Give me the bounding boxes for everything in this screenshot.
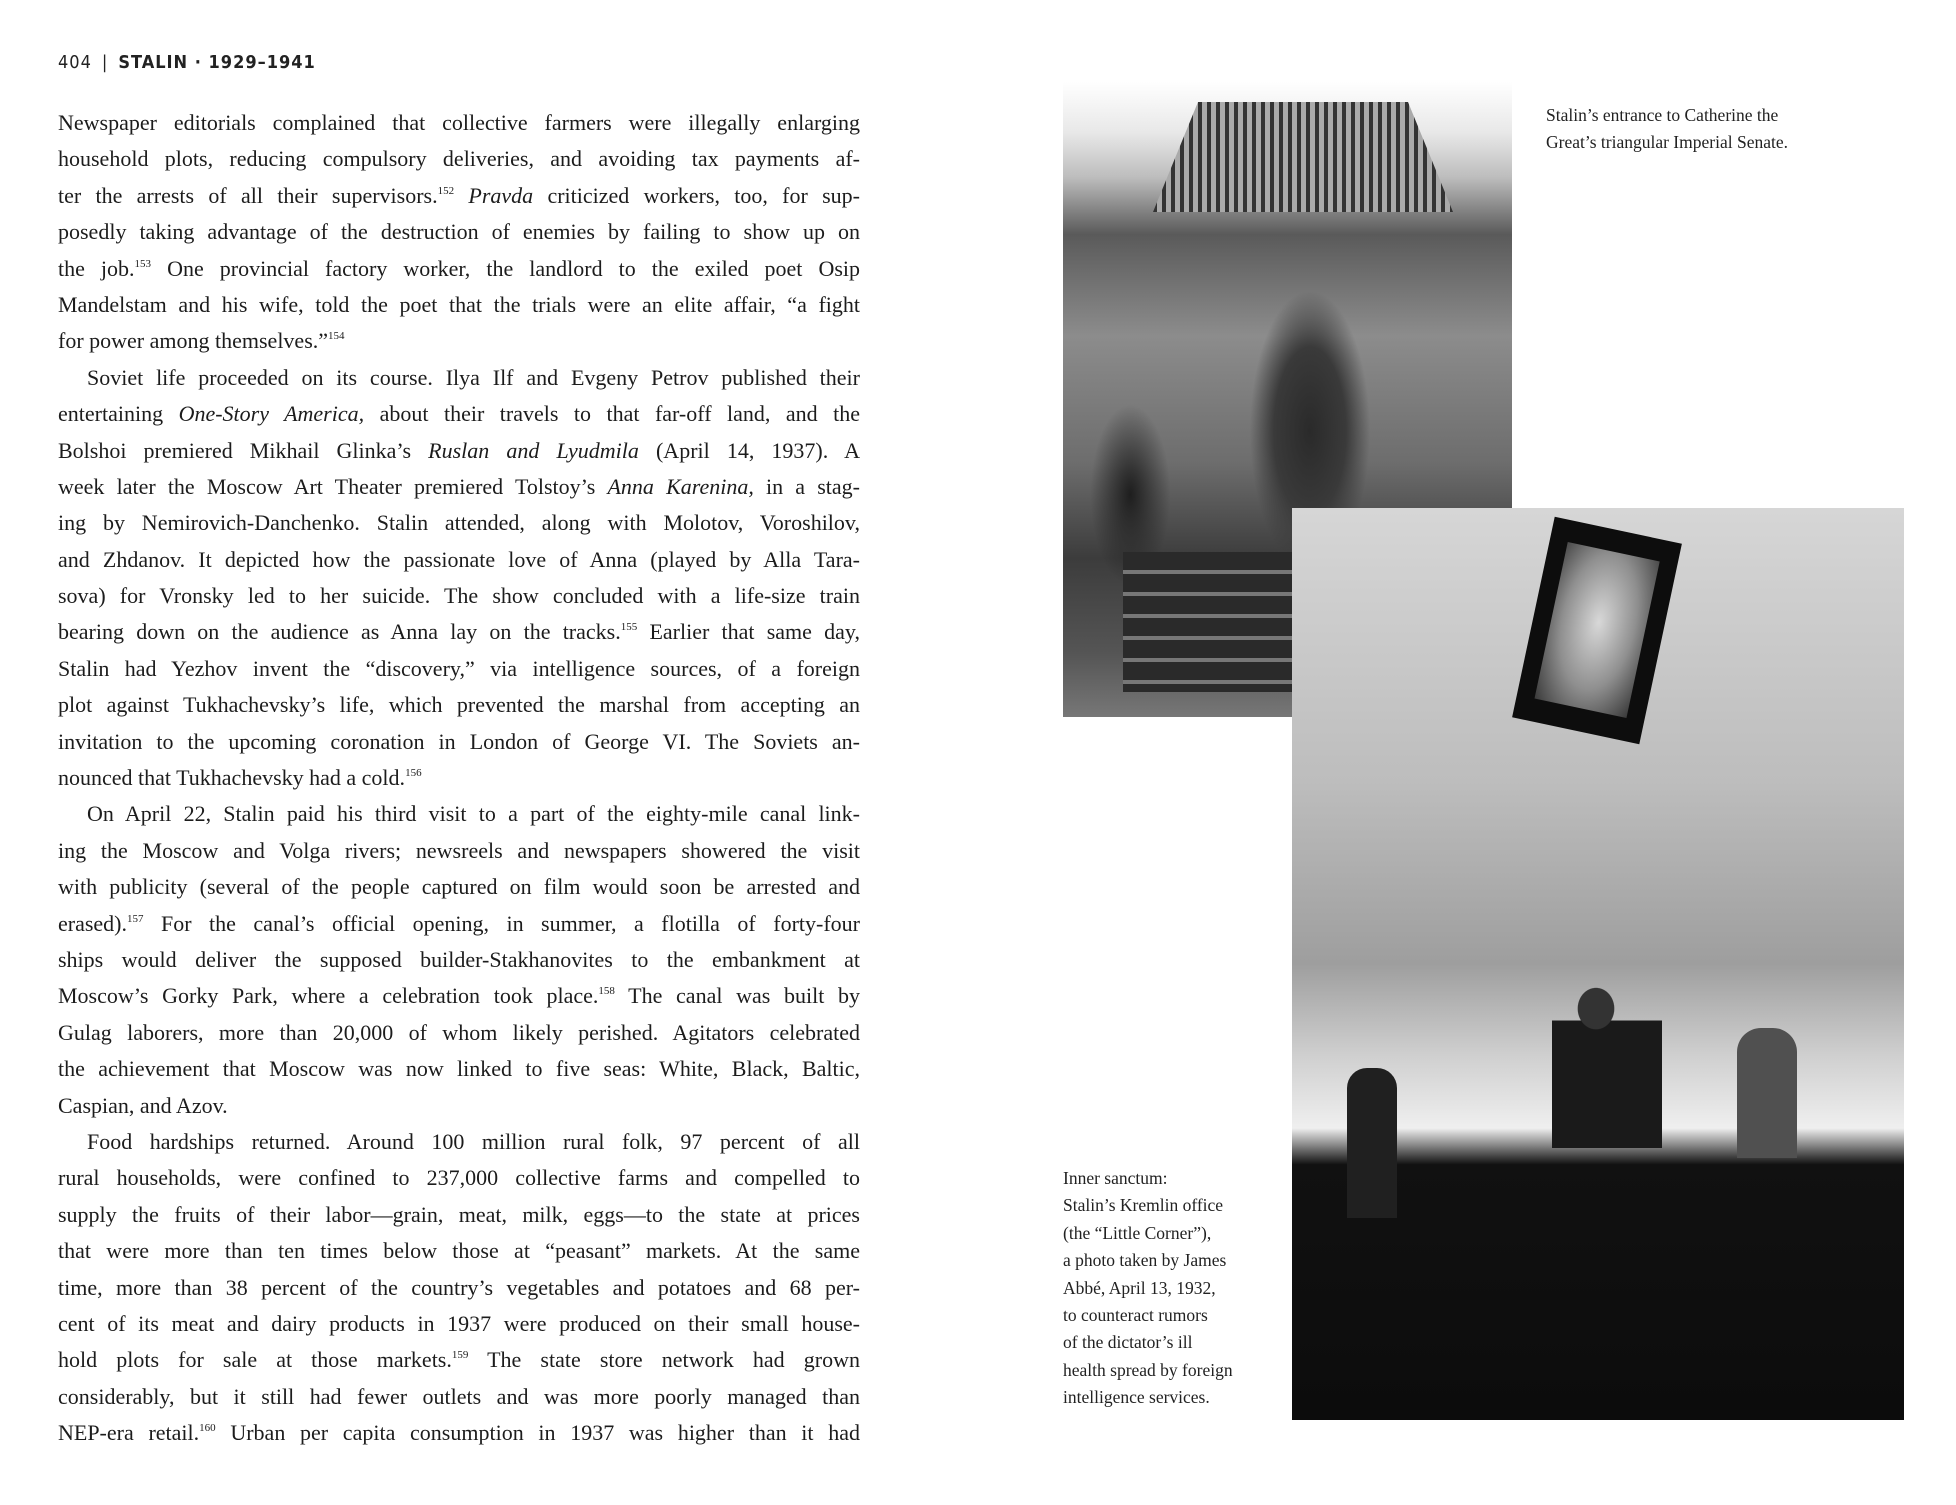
italic-title: Pravda (468, 182, 534, 208)
text-line (58, 505, 860, 541)
text-run: Moscow’s Gorky Park, where a celebration took place. (58, 983, 599, 1009)
text-run: ter the arrests of all their supervisors. (58, 182, 438, 208)
text-line (58, 1015, 860, 1051)
photo-canopy-detail (1153, 102, 1453, 212)
italic-title: One-Story America, (178, 401, 365, 427)
caption-line: a photo taken by James (1063, 1250, 1227, 1271)
text-run: for power among themselves.” (58, 328, 329, 354)
text-run: The state store network had grown (468, 1347, 860, 1373)
photo-chair (1737, 1028, 1797, 1158)
text-run: rural households, were confined to 237,000 collective farms and compelled to (58, 1165, 860, 1191)
text-run: erased). (58, 910, 128, 936)
caption-line: to counteract rumors (1063, 1305, 1208, 1326)
text-run: in a stag- (753, 473, 861, 499)
caption-line: Inner sanctum: (1063, 1168, 1168, 1188)
text-line (58, 1160, 860, 1196)
text-line (58, 360, 860, 396)
text-run: The canal was built by (614, 983, 860, 1009)
text-line (58, 760, 860, 796)
text-run: supply the fruits of their labor—grain, meat, milk, eggs—to the state at prices (58, 1201, 860, 1227)
text-run: the job. (58, 255, 135, 281)
caption-line: Stalin’s Kremlin office (1063, 1195, 1224, 1216)
text-run: about their travels to that far-off land, and the (364, 401, 860, 427)
text-run: ing the Moscow and Volga rivers; newsreels and newspapers showered the visit (58, 837, 860, 863)
text-line (58, 614, 860, 650)
footnote-ref[interactable]: 160 (199, 1422, 216, 1435)
text-run: ing by Nemirovich-Danchenko. Stalin attended, along with Molotov, Voroshilov, (58, 510, 860, 536)
text-line (58, 869, 860, 905)
text-run: (April 14, 1937). A (638, 437, 860, 463)
text-run: household plots, reducing compulsory deliveries, and avoiding tax payments af- (58, 146, 860, 172)
text-run: Newspaper editorials complained that collective farmers were illegally enlarging (58, 110, 860, 135)
footnote-ref[interactable]: 158 (598, 985, 615, 998)
text-line (58, 1233, 860, 1269)
text-line (58, 469, 860, 505)
body-text (58, 105, 860, 1451)
text-line (58, 724, 860, 760)
caption-senate (1546, 102, 1788, 157)
text-line (58, 978, 860, 1014)
text-run: Soviet life proceeded on its course. Ilya Ilf and Evgeny Petrov published their (87, 364, 860, 390)
text-line (58, 1088, 860, 1124)
caption-line: intelligence services. (1063, 1387, 1210, 1408)
caption-line: health spread by foreign (1063, 1359, 1233, 1380)
text-line (58, 251, 860, 287)
text-line (58, 542, 860, 578)
page-number: 404 (58, 52, 92, 73)
running-head (58, 52, 316, 73)
text-line (58, 141, 860, 177)
text-line (58, 287, 860, 323)
caption-line: Stalin’s entrance to Catherine the (1546, 105, 1779, 125)
text-run: bearing down on the audience as Anna lay on the tracks. (58, 619, 621, 645)
photo-wall-portrait (1512, 517, 1682, 745)
footnote-ref[interactable]: 157 (127, 912, 144, 925)
footnote-ref[interactable]: 152 (437, 184, 455, 197)
text-line (58, 833, 860, 869)
text-line (58, 1051, 860, 1087)
text-run (454, 183, 468, 208)
text-run: that were more than ten times below those at “peasant” markets. At the same (58, 1238, 860, 1264)
text-line (58, 1379, 860, 1415)
footnote-ref[interactable]: 155 (620, 621, 638, 634)
text-line (58, 1124, 860, 1160)
text-run: plot against Tukhachevsky’s life, which prevented the marshal from accepting an (58, 692, 860, 718)
text-run: Gulag laborers, more than 20,000 of whom likely perished. Agitators celebrated (58, 1019, 860, 1045)
text-run: cent of its meat and dairy products in 1937 were produced on their small house- (58, 1310, 860, 1336)
caption-line: Great’s triangular Imperial Senate. (1546, 132, 1788, 153)
italic-title: Anna Karenina, (607, 473, 754, 499)
text-line (58, 433, 860, 469)
footnote-ref[interactable]: 159 (451, 1349, 469, 1362)
running-head-title: STALIN · 1929–1941 (118, 52, 316, 73)
text-run: NEP-era retail. (58, 1420, 200, 1446)
photo-seated-figure (1552, 978, 1662, 1148)
text-run: Urban per capita consumption in 1937 was higher than it had (215, 1420, 860, 1446)
text-line (58, 651, 860, 687)
text-run: Food hardships returned. Around 100 million rural folk, 97 percent of all (87, 1128, 860, 1154)
text-run: criticized workers, too, for sup- (533, 182, 860, 208)
text-run: One provincial factory worker, the landlord to the exiled poet Osip (151, 255, 860, 281)
text-run: the achievement that Moscow was now linked to five seas: White, Black, Baltic, (58, 1056, 860, 1082)
text-run: ships would deliver the supposed builder-Stakhanovites to the embankment at (58, 946, 860, 972)
text-run: posedly taking advantage of the destruction of enemies by failing to show up on (58, 219, 860, 245)
text-run: with publicity (several of the people captured on film would soon be arrested and (58, 874, 860, 900)
text-line (58, 105, 860, 141)
text-run: Stalin had Yezhov invent the “discovery,” via intelligence sources, of a foreign (58, 655, 860, 681)
footnote-ref[interactable]: 156 (405, 767, 422, 780)
caption-line: (the “Little Corner”), (1063, 1222, 1212, 1243)
text-line (58, 1415, 860, 1451)
italic-title: Ruslan and Lyudmila (428, 437, 639, 463)
caption-line: of the dictator’s ill (1063, 1332, 1193, 1353)
text-line (58, 396, 860, 432)
text-line (58, 1197, 860, 1233)
text-line (58, 214, 860, 250)
text-run: For the canal’s official opening, in summer, a flotilla of forty-four (143, 910, 860, 936)
text-run: Mandelstam and his wife, told the poet that the trials were an elite affair, “a fight (58, 291, 860, 317)
text-line (58, 1270, 860, 1306)
text-line (58, 687, 860, 723)
text-run: and Zhdanov. It depicted how the passionate love of Anna (played by Alla Tara- (58, 546, 860, 572)
text-line (58, 906, 860, 942)
text-run: sova) for Vronsky led to her suicide. The show concluded with a life-size train (58, 583, 860, 609)
text-line (58, 323, 860, 359)
text-line (58, 796, 860, 832)
footnote-ref[interactable]: 153 (134, 257, 152, 270)
text-run: Caspian, and Azov. (58, 1092, 228, 1118)
text-line (58, 178, 860, 214)
caption-office (1063, 1165, 1233, 1412)
text-run: week later the Moscow Art Theater premiered Tolstoy’s (58, 473, 608, 499)
text-run: On April 22, Stalin paid his third visit to a part of the eighty-mile canal link- (87, 801, 860, 827)
text-run: nounced that Tukhachevsky had a cold. (58, 765, 406, 791)
photo-chair (1347, 1068, 1397, 1218)
text-run: entertaining (58, 401, 179, 427)
text-run: hold plots for sale at those markets. (58, 1347, 452, 1373)
text-line (58, 1342, 860, 1378)
text-run: Bolshoi premiered Mikhail Glinka’s (58, 437, 429, 463)
text-run: Earlier that same day, (637, 619, 860, 645)
text-run: time, more than 38 percent of the country’s vegetables and potatoes and 68 per- (58, 1274, 860, 1300)
text-run: considerably, but it still had fewer outlets and was more poorly managed than (58, 1383, 860, 1409)
text-line (58, 942, 860, 978)
running-head-separator: | (101, 52, 109, 73)
footnote-ref[interactable]: 154 (328, 330, 345, 343)
photo-kremlin-office (1292, 508, 1904, 1420)
text-line (58, 578, 860, 614)
text-line (58, 1306, 860, 1342)
text-run: invitation to the upcoming coronation in London of George VI. The Soviets an- (58, 728, 860, 754)
caption-line: Abbé, April 13, 1932, (1063, 1277, 1216, 1298)
